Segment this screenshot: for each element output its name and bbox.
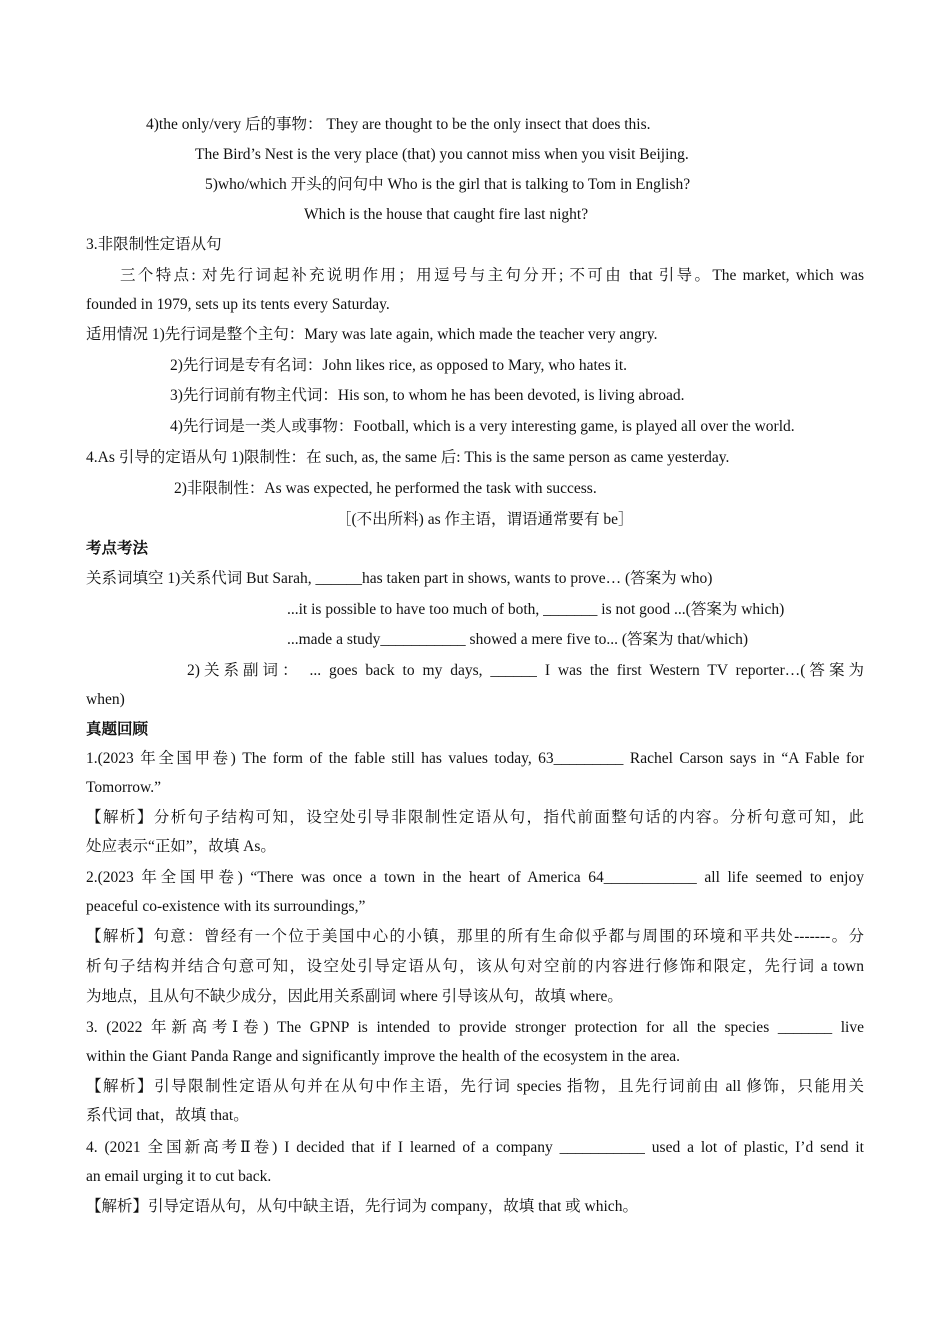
usage-case-1: 适用情况 1)先行词是整个主句：Mary was late again, which made the teacher very angry. (86, 326, 658, 343)
fill-relative-adverb-cont: when) (86, 691, 125, 708)
section-heading-nonrestrictive: 3.非限制性定语从句 (86, 236, 222, 253)
question-1: 1.(2023 年全国甲卷) The form of the fable still has values today, 63_________ Rachel Carson says in “A Fable for (86, 750, 864, 767)
analysis-2: 【解析】句意：曾经有一个位于美国中心的小镇，那里的所有生命似乎都与周围的环境和平共处-------。分 (86, 928, 864, 945)
fill-relative-pronoun-1: 关系词填空 1)关系代词 But Sarah, ______has taken part in shows, wants to prove… (答案为 who) (86, 570, 713, 587)
analysis-3: 【解析】引导限制性定语从句并在从句中作主语，先行词 species 指物，且先行词前由 all 修饰，只能用关 (86, 1078, 864, 1095)
paragraph-three-features: 三个特点: 对先行词起补充说明作用；用逗号与主句分开; 不可由 that 引导。The market, which was (120, 267, 864, 284)
example-line-birds-nest: The Bird’s Nest is the very place (that) you cannot miss when you visit Beijing. (195, 146, 689, 163)
analysis-3-cont: 系代词 that，故填 that。 (86, 1107, 249, 1124)
question-2: 2.(2023 年全国甲卷) “There was once a town in the heart of America 64____________ all life seemed to enjoy (86, 869, 864, 886)
question-3: 3. (2022 年新高考Ⅰ卷) The GPNP is intended to provide stronger protection for all the species _______ live (86, 1019, 864, 1036)
fill-relative-pronoun-3: ...made a study___________ showed a mere five to... (答案为 that/which) (287, 631, 749, 648)
fill-relative-adverb: 2)关系副词： ... goes back to my days, ______ I was the first Western TV reporter…(答案为 (187, 662, 864, 679)
usage-case-3: 3)先行词前有物主代词：His son, to whom he has been devoted, is living abroad. (170, 387, 685, 404)
section-heading-as-clause: 4.As 引导的定语从句 1)限制性：在 such, as, the same 后: This is the same person as came yesterday. (86, 449, 730, 466)
usage-case-4: 4)先行词是一类人或事物：Football, which is a very interesting game, is played all over the world. (170, 418, 795, 435)
question-2-cont: peaceful co-existence with its surroundings,” (86, 898, 366, 915)
analysis-2-cont-2: 为地点，且从句不缺少成分，因此用关系副词 where 引导该从句，故填 where。 (86, 988, 623, 1005)
paragraph-three-features-cont: founded in 1979, sets up its tents every Saturday. (86, 296, 390, 313)
analysis-2-cont: 析句子结构并结合句意可知，设空处引导定语从句，该从句对空前的内容进行修饰和限定，先行词 a town (86, 958, 864, 975)
analysis-4: 【解析】引导定语从句，从句中缺主语，先行词为 company，故填 that 或 which。 (86, 1198, 638, 1215)
fill-relative-pronoun-2: ...it is possible to have too much of both, _______ is not good ...(答案为 which) (287, 601, 785, 618)
example-line-only-very: 4)the only/very 后的事物： They are thought to be the only insect that does this. (146, 116, 651, 133)
heading-past-exams: 真题回顾 (86, 721, 149, 738)
example-line-who-which: 5)who/which 开头的问句中 Who is the girl that is talking to Tom in English? (205, 176, 691, 193)
question-3-cont: within the Giant Panda Range and significantly improve the health of the ecosystem in the area. (86, 1048, 680, 1065)
usage-case-2: 2)先行词是专有名词：John likes rice, as opposed to Mary, who hates it. (170, 357, 628, 374)
example-line-which-house: Which is the house that caught fire last night? (304, 206, 589, 223)
question-4-cont: an email urging it to cut back. (86, 1168, 272, 1185)
analysis-1-cont: 处应表示“正如”，故填 As。 (86, 838, 276, 855)
heading-exam-points: 考点考法 (86, 540, 149, 557)
as-subject-note: ［(不出所料) as 作主语，谓语通常要有 be］ (336, 511, 634, 528)
question-4: 4. (2021 全国新高考Ⅱ卷) I decided that if I learned of a company ___________ used a lot of plastic, I’d send it (86, 1139, 864, 1156)
analysis-1: 【解析】分析句子结构可知，设空处引导非限制性定语从句，指代前面整句话的内容。分析句意可知，此 (86, 809, 864, 826)
question-1-cont: Tomorrow.” (86, 779, 161, 796)
as-nonrestrictive-line: 2)非限制性：As was expected, he performed the task with success. (174, 480, 597, 497)
